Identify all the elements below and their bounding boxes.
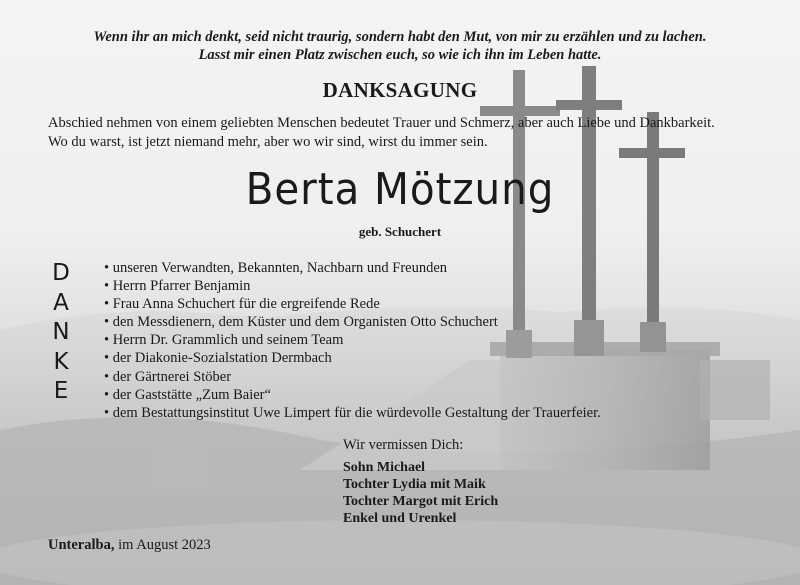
place-date-line <box>48 537 211 554</box>
deceased-name: Berta Mötzung <box>245 164 555 215</box>
family-member: Tochter Margot mit Erich <box>343 494 499 509</box>
intro-text <box>48 114 715 152</box>
danke-letter: D <box>52 260 70 286</box>
danke-letter: A <box>53 289 69 316</box>
list-item: • unseren Verwandten, Bekannten, Nachbarn und Freunden <box>104 259 601 277</box>
list-item: • Herrn Pfarrer Benjamin <box>104 277 601 295</box>
family-signatures <box>343 459 498 527</box>
motto-quote <box>0 28 800 64</box>
page-heading: DANKSAGUNG <box>322 78 478 102</box>
date-text: im August 2023 <box>118 537 211 553</box>
place-name: Unteralba, <box>48 537 115 553</box>
list-item: • der Diakonie-Sozialstation Dermbach <box>104 349 601 367</box>
list-item: • Herrn Dr. Grammlich und seinem Team <box>104 331 601 349</box>
intro-line: Abschied nehmen von einem geliebten Menschen bedeutet Trauer und Schmerz, aber auch Liebe und Dankbarkeit. <box>48 115 715 131</box>
family-member: Sohn Michael <box>343 460 426 475</box>
danke-letter: K <box>53 348 69 375</box>
miss-you-line: Wir vermissen Dich: <box>343 437 464 453</box>
danke-letter: N <box>52 319 70 345</box>
list-item: • den Messdienern, dem Küster und dem Organisten Otto Schuchert <box>104 313 601 331</box>
list-item: • dem Bestattungsinstitut Uwe Limpert für die würdevolle Gestaltung der Trauerfeier. <box>104 404 601 422</box>
danke-vertical-word <box>46 259 76 407</box>
family-member: Enkel und Urenkel <box>343 511 457 526</box>
birth-name: geb. Schuchert <box>358 224 442 239</box>
list-item: • Frau Anna Schuchert für die ergreifende Rede <box>104 295 601 313</box>
motto-line: Wenn ihr an mich denkt, seid nicht traurig, sondern habt den Mut, von mir zu erzählen und zu lachen. <box>93 29 707 45</box>
list-item: • der Gaststätte „Zum Baier“ <box>104 386 601 404</box>
list-item: • der Gärtnerei Stöber <box>104 368 601 386</box>
thanks-list <box>104 259 601 422</box>
danke-letter: E <box>53 378 69 404</box>
intro-line: Wo du warst, ist jetzt niemand mehr, aber wo wir sind, wirst du immer sein. <box>48 134 488 150</box>
motto-line: Lasst mir einen Platz zwischen euch, so wie ich ihn im Leben hatte. <box>198 47 602 63</box>
family-member: Tochter Lydia mit Maik <box>343 477 486 492</box>
